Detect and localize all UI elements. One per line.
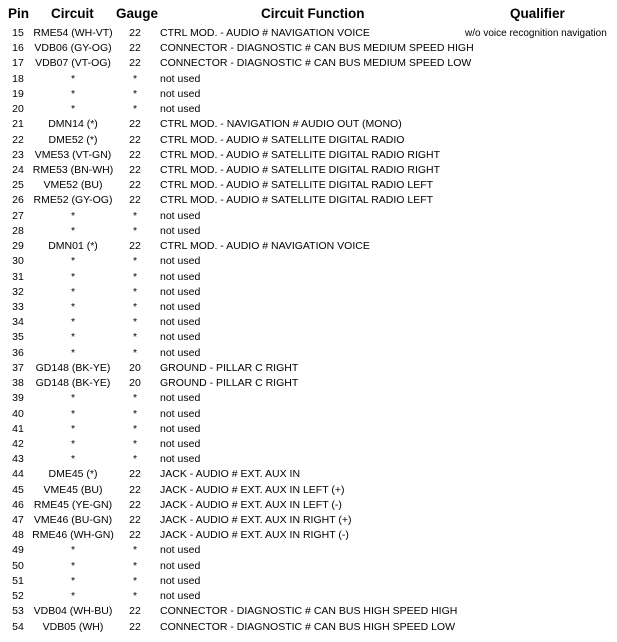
pin-cell: 35 xyxy=(12,331,24,344)
circuit-cell: * xyxy=(70,559,76,572)
gauge-cell: * xyxy=(132,453,138,466)
function-cell: not used xyxy=(160,72,201,85)
function-cell: not used xyxy=(160,270,201,283)
function-cell: CONNECTOR - DIAGNOSTIC # CAN BUS MEDIUM SPEED LOW xyxy=(160,57,472,70)
table-row xyxy=(0,376,617,391)
gauge-cell: * xyxy=(132,285,138,298)
table-row xyxy=(0,285,617,300)
gauge-cell: 22 xyxy=(129,42,141,55)
function-cell: GROUND - PILLAR C RIGHT xyxy=(160,361,299,374)
function-cell: CONNECTOR - DIAGNOSTIC # CAN BUS HIGH SPEED HIGH xyxy=(160,605,458,618)
circuit-cell: DMN01 (*) xyxy=(48,240,98,253)
table-row xyxy=(0,87,617,102)
pin-cell: 54 xyxy=(12,620,24,633)
header-circuit: Circuit xyxy=(51,6,94,21)
table-row xyxy=(0,604,617,619)
table-row xyxy=(0,254,617,269)
circuit-cell: RME53 (BN-WH) xyxy=(32,163,114,176)
table-row xyxy=(0,543,617,558)
circuit-cell: VME45 (BU) xyxy=(43,483,103,496)
gauge-cell: 22 xyxy=(129,605,141,618)
gauge-cell: 22 xyxy=(129,620,141,633)
function-cell: not used xyxy=(160,574,201,587)
circuit-cell: VME52 (BU) xyxy=(43,179,103,192)
table-row xyxy=(0,422,617,437)
table-row xyxy=(0,574,617,589)
pin-cell: 21 xyxy=(12,118,24,131)
header-circuit-function: Circuit Function xyxy=(261,6,365,21)
function-cell: CTRL MOD. - NAVIGATION # AUDIO OUT (MONO) xyxy=(160,118,402,131)
table-row xyxy=(0,513,617,528)
table-row xyxy=(0,41,617,56)
gauge-cell: 22 xyxy=(129,57,141,70)
header-pin: Pin xyxy=(8,6,30,21)
circuit-cell: * xyxy=(70,285,76,298)
circuit-cell: DMN14 (*) xyxy=(48,118,98,131)
pin-cell: 48 xyxy=(12,529,24,542)
pin-cell: 25 xyxy=(12,179,24,192)
function-cell: not used xyxy=(160,346,201,359)
function-cell: JACK - AUDIO # EXT. AUX IN xyxy=(160,468,301,481)
function-cell: GROUND - PILLAR C RIGHT xyxy=(160,377,299,390)
pin-cell: 44 xyxy=(12,468,24,481)
table-row xyxy=(0,407,617,422)
gauge-cell: * xyxy=(132,209,138,222)
circuit-cell: VDB04 (WH-BU) xyxy=(33,605,113,618)
gauge-cell: 22 xyxy=(129,148,141,161)
circuit-cell: VDB05 (WH) xyxy=(42,620,104,633)
gauge-cell: * xyxy=(132,407,138,420)
gauge-cell: * xyxy=(132,72,138,85)
circuit-cell: * xyxy=(70,544,76,557)
table-row xyxy=(0,330,617,345)
pin-cell: 20 xyxy=(12,103,24,116)
circuit-cell: RME54 (WH-VT) xyxy=(33,27,113,39)
table-row xyxy=(0,498,617,513)
pin-cell: 18 xyxy=(12,72,24,85)
pin-cell: 52 xyxy=(12,590,24,603)
function-cell: CTRL MOD. - AUDIO # SATELLITE DIGITAL RADIO LEFT xyxy=(160,194,434,207)
table-row xyxy=(0,209,617,224)
gauge-cell: * xyxy=(132,422,138,435)
function-cell: CONNECTOR - DIAGNOSTIC # CAN BUS HIGH SPEED LOW xyxy=(160,620,456,633)
circuit-cell: * xyxy=(70,574,76,587)
circuit-cell: VDB06 (GY-OG) xyxy=(34,42,112,55)
gauge-cell: * xyxy=(132,574,138,587)
circuit-cell: * xyxy=(70,87,76,100)
table-row xyxy=(0,559,617,574)
pin-cell: 34 xyxy=(12,316,24,329)
pin-cell: 31 xyxy=(12,270,24,283)
circuit-cell: DME52 (*) xyxy=(48,133,98,146)
table-row xyxy=(0,102,617,117)
function-cell: CTRL MOD. - AUDIO # SATELLITE DIGITAL RADIO RIGHT xyxy=(160,163,441,176)
pin-cell: 26 xyxy=(12,194,24,207)
table-row xyxy=(0,56,617,71)
circuit-cell: * xyxy=(70,224,76,237)
circuit-cell: VDB07 (VT-OG) xyxy=(35,57,111,70)
function-cell: JACK - AUDIO # EXT. AUX IN RIGHT (+) xyxy=(160,514,352,527)
circuit-cell: * xyxy=(70,270,76,283)
table-row xyxy=(0,72,617,87)
gauge-cell: * xyxy=(132,87,138,100)
function-cell: not used xyxy=(160,285,201,298)
circuit-cell: * xyxy=(70,392,76,405)
gauge-cell: * xyxy=(132,300,138,313)
qualifier-cell: w/o voice recognition navigation xyxy=(465,28,607,39)
table-row xyxy=(0,346,617,361)
gauge-cell: 22 xyxy=(129,163,141,176)
header-qualifier: Qualifier xyxy=(510,6,565,21)
function-cell: not used xyxy=(160,87,201,100)
circuit-cell: VME46 (BU-GN) xyxy=(33,514,113,527)
circuit-cell: * xyxy=(70,209,76,222)
pin-cell: 43 xyxy=(12,453,24,466)
function-cell: not used xyxy=(160,209,201,222)
gauge-cell: * xyxy=(132,392,138,405)
gauge-cell: * xyxy=(132,559,138,572)
pin-cell: 45 xyxy=(12,483,24,496)
table-row xyxy=(0,467,617,482)
circuit-cell: RME46 (WH-GN) xyxy=(32,529,114,542)
circuit-cell: * xyxy=(70,437,76,450)
circuit-cell: * xyxy=(70,103,76,116)
function-cell: JACK - AUDIO # EXT. AUX IN LEFT (-) xyxy=(160,498,342,511)
gauge-cell: * xyxy=(132,437,138,450)
circuit-cell: * xyxy=(70,331,76,344)
function-cell: CTRL MOD. - AUDIO # NAVIGATION VOICE xyxy=(160,27,370,39)
function-cell: JACK - AUDIO # EXT. AUX IN LEFT (+) xyxy=(160,483,345,496)
gauge-cell: 22 xyxy=(129,529,141,542)
pin-cell: 19 xyxy=(12,87,24,100)
pin-cell: 27 xyxy=(12,209,24,222)
pin-cell: 17 xyxy=(12,57,24,70)
circuit-cell: RME45 (YE-GN) xyxy=(33,498,113,511)
circuit-cell: * xyxy=(70,316,76,329)
pin-cell: 40 xyxy=(12,407,24,420)
gauge-cell: 22 xyxy=(129,133,141,146)
table-row xyxy=(0,26,617,41)
pin-cell: 38 xyxy=(12,377,24,390)
table-row xyxy=(0,483,617,498)
function-cell: not used xyxy=(160,331,201,344)
table-row xyxy=(0,224,617,239)
gauge-cell: * xyxy=(132,316,138,329)
function-cell: CONNECTOR - DIAGNOSTIC # CAN BUS MEDIUM SPEED HIGH xyxy=(160,42,474,55)
table-row xyxy=(0,193,617,208)
gauge-cell: 22 xyxy=(129,240,141,253)
table-row xyxy=(0,239,617,254)
gauge-cell: 20 xyxy=(129,377,141,390)
function-cell: CTRL MOD. - AUDIO # NAVIGATION VOICE xyxy=(160,240,370,253)
table-row xyxy=(0,300,617,315)
circuit-cell: GD148 (BK-YE) xyxy=(35,361,111,374)
pin-cell: 51 xyxy=(12,574,24,587)
pin-cell: 28 xyxy=(12,224,24,237)
table-row xyxy=(0,133,617,148)
function-cell: not used xyxy=(160,437,201,450)
table-row xyxy=(0,589,617,604)
function-cell: not used xyxy=(160,559,201,572)
gauge-cell: 22 xyxy=(129,483,141,496)
pin-cell: 41 xyxy=(12,422,24,435)
gauge-cell: 22 xyxy=(129,179,141,192)
pin-cell: 24 xyxy=(12,163,24,176)
gauge-cell: * xyxy=(132,270,138,283)
table-row xyxy=(0,270,617,285)
circuit-cell: * xyxy=(70,255,76,268)
pin-cell: 15 xyxy=(12,27,24,39)
function-cell: CTRL MOD. - AUDIO # SATELLITE DIGITAL RADIO xyxy=(160,133,405,146)
function-cell: not used xyxy=(160,453,201,466)
gauge-cell: * xyxy=(132,331,138,344)
gauge-cell: * xyxy=(132,544,138,557)
gauge-cell: * xyxy=(132,224,138,237)
table-row xyxy=(0,437,617,452)
gauge-cell: * xyxy=(132,346,138,359)
table-row xyxy=(0,178,617,193)
gauge-cell: * xyxy=(132,590,138,603)
function-cell: not used xyxy=(160,544,201,557)
function-cell: not used xyxy=(160,255,201,268)
pin-cell: 23 xyxy=(12,148,24,161)
table-row xyxy=(0,391,617,406)
table-row xyxy=(0,163,617,178)
pin-cell: 22 xyxy=(12,133,24,146)
pin-cell: 16 xyxy=(12,42,24,55)
gauge-cell: 22 xyxy=(129,468,141,481)
circuit-cell: RME52 (GY-OG) xyxy=(33,194,113,207)
gauge-cell: 22 xyxy=(129,514,141,527)
function-cell: CTRL MOD. - AUDIO # SATELLITE DIGITAL RADIO LEFT xyxy=(160,179,434,192)
table-row xyxy=(0,528,617,543)
gauge-cell: * xyxy=(132,103,138,116)
table-row xyxy=(0,620,617,635)
pin-cell: 39 xyxy=(12,392,24,405)
circuit-cell: * xyxy=(70,590,76,603)
circuit-cell: * xyxy=(70,72,76,85)
circuit-cell: DME45 (*) xyxy=(48,468,98,481)
circuit-cell: * xyxy=(70,453,76,466)
gauge-cell: 22 xyxy=(129,27,141,39)
gauge-cell: 22 xyxy=(129,498,141,511)
gauge-cell: 22 xyxy=(129,118,141,131)
circuit-cell: * xyxy=(70,422,76,435)
circuit-cell: GD148 (BK-YE) xyxy=(35,377,111,390)
pin-cell: 36 xyxy=(12,346,24,359)
pin-cell: 30 xyxy=(12,255,24,268)
function-cell: JACK - AUDIO # EXT. AUX IN RIGHT (-) xyxy=(160,529,349,542)
table-row xyxy=(0,315,617,330)
function-cell: not used xyxy=(160,224,201,237)
function-cell: not used xyxy=(160,392,201,405)
function-cell: not used xyxy=(160,407,201,420)
function-cell: not used xyxy=(160,103,201,116)
function-cell: not used xyxy=(160,316,201,329)
pin-cell: 29 xyxy=(12,240,24,253)
pin-cell: 32 xyxy=(12,285,24,298)
circuit-cell: VME53 (VT-GN) xyxy=(34,148,112,161)
pin-cell: 50 xyxy=(12,559,24,572)
gauge-cell: 20 xyxy=(129,361,141,374)
function-cell: not used xyxy=(160,590,201,603)
function-cell: CTRL MOD. - AUDIO # SATELLITE DIGITAL RADIO RIGHT xyxy=(160,148,441,161)
pin-cell: 42 xyxy=(12,437,24,450)
pin-cell: 47 xyxy=(12,514,24,527)
pin-cell: 37 xyxy=(12,361,24,374)
table-row xyxy=(0,148,617,163)
pin-cell: 33 xyxy=(12,300,24,313)
circuit-cell: * xyxy=(70,407,76,420)
circuit-cell: * xyxy=(70,300,76,313)
table-row xyxy=(0,361,617,376)
table-row xyxy=(0,117,617,132)
function-cell: not used xyxy=(160,300,201,313)
gauge-cell: * xyxy=(132,255,138,268)
header-gauge: Gauge xyxy=(116,6,159,21)
pin-cell: 46 xyxy=(12,498,24,511)
function-cell: not used xyxy=(160,422,201,435)
pin-cell: 53 xyxy=(12,605,24,618)
circuit-cell: * xyxy=(70,346,76,359)
gauge-cell: 22 xyxy=(129,194,141,207)
table-row xyxy=(0,452,617,467)
pin-cell: 49 xyxy=(12,544,24,557)
